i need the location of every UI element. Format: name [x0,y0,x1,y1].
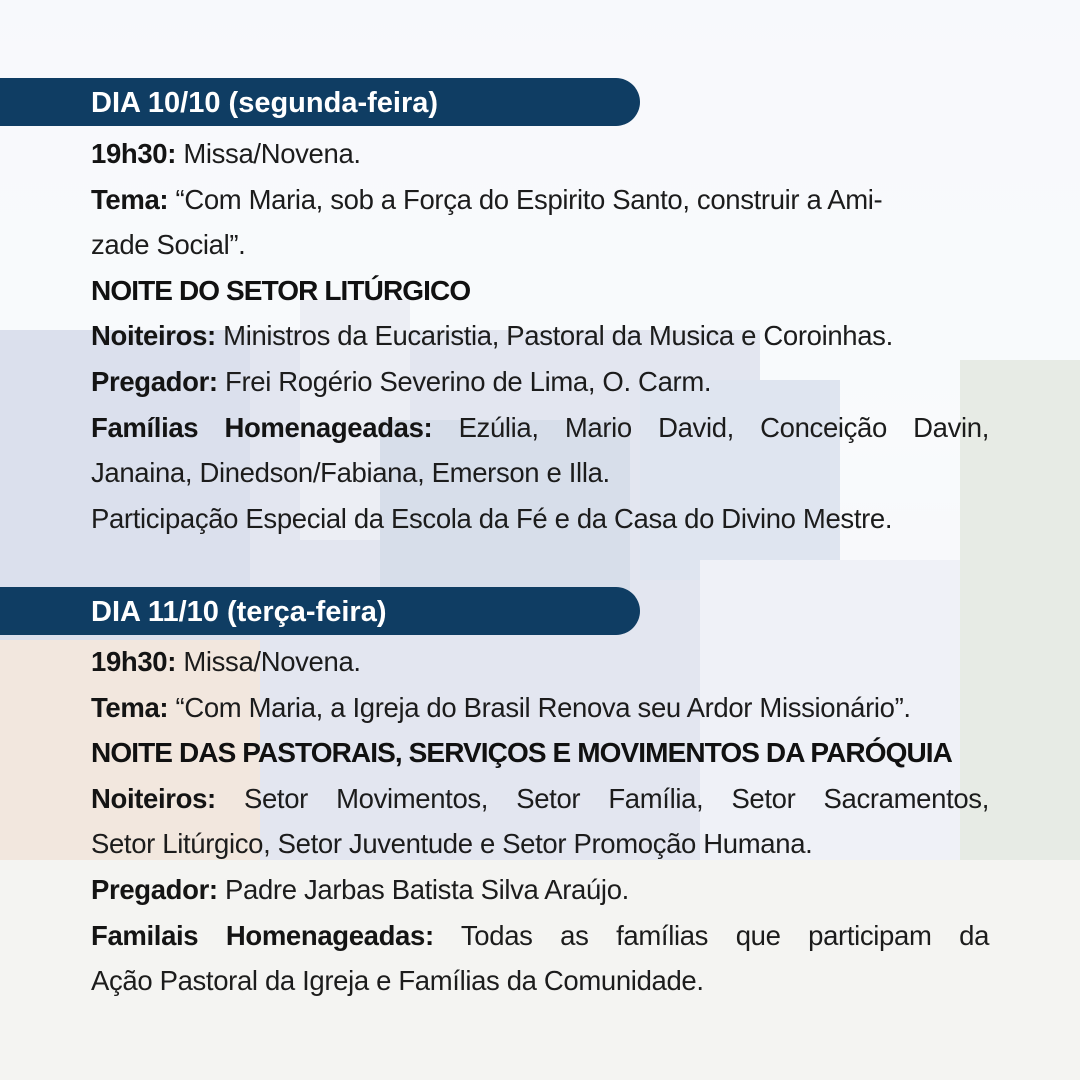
day1-participacao: Participação Especial da Escola da Fé e da Casa do Divino Mestre. [91,502,893,534]
day1-night-title: NOITE DO SETOR LITÚRGICO [91,274,471,306]
day2-noiteiros-line2: Setor Litúrgico, Setor Juventude e Setor Promoção Humana. [91,828,813,860]
day2-night-title: NOITE DAS PASTORAIS, SERVIÇOS E MOVIMENTOS DA PARÓQUIA [91,737,953,769]
day2-noiteiros-line [91,776,989,822]
day1-tema-value: “Com Maria, sob a Força do Espirito Santo, construir a Ami- [175,183,883,215]
day1-time-value: Missa/Novena. [183,138,361,169]
day2-time-label: 19h30: [91,646,177,677]
day2-tema-value: “Com Maria, a Igreja do Brasil Renova seu Ardor Missionário”. [175,691,911,723]
day1-header: DIA 10/10 (segunda-feira) [0,78,640,126]
day1-time-line [91,131,989,177]
day1-pregador-label: Pregador: [91,365,218,397]
day2-familias-line2: Ação Pastoral da Igreja e Famílias da Comunidade. [91,965,704,997]
day1-familias-label: Famílias Homenageadas: [91,411,433,443]
day2-familias-value: Todas as famílias que participam da [460,919,990,951]
day2-time-value: Missa/Novena. [183,646,361,677]
day1-details [91,131,989,541]
day1-tema-line [91,177,989,223]
day2-familias-line [91,913,989,959]
day1-pregador-value: Frei Rogério Severino de Lima, O. Carm. [225,365,712,397]
day2-noiteiros-label: Noiteiros: [91,782,216,814]
day1-time-label: 19h30: [91,138,177,169]
day2-pregador-value: Padre Jarbas Batista Silva Araújo. [225,873,629,905]
day1-familias-line [91,405,989,451]
day1-familias-value: Ezúlia, Mario David, Conceição Davin, [458,411,989,443]
day1-tema-label: Tema: [91,183,169,215]
day1-noiteiros-value: Ministros da Eucaristia, Pastoral da Musica e Coroinhas. [223,320,893,352]
day2-noiteiros-value: Setor Movimentos, Setor Família, Setor Sacramentos, [243,782,989,814]
day2-pregador-label: Pregador: [91,873,218,905]
day1-noiteiros-label: Noiteiros: [91,320,216,352]
day2-tema-label: Tema: [91,691,169,723]
day2-pregador-line [91,867,989,913]
day1-tema-line2: zade Social”. [91,229,246,261]
day2-familias-label: Familais Homenageadas: [91,919,434,951]
day2-time-line [91,639,989,685]
day1-familias-line2: Janaina, Dinedson/Fabiana, Emerson e Illa. [91,457,610,489]
day2-tema-line [91,685,989,731]
day2-details [91,639,989,1004]
day1-pregador-line [91,359,989,405]
day2-header: DIA 11/10 (terça-feira) [0,587,640,635]
day1-noiteiros-line [91,313,989,359]
